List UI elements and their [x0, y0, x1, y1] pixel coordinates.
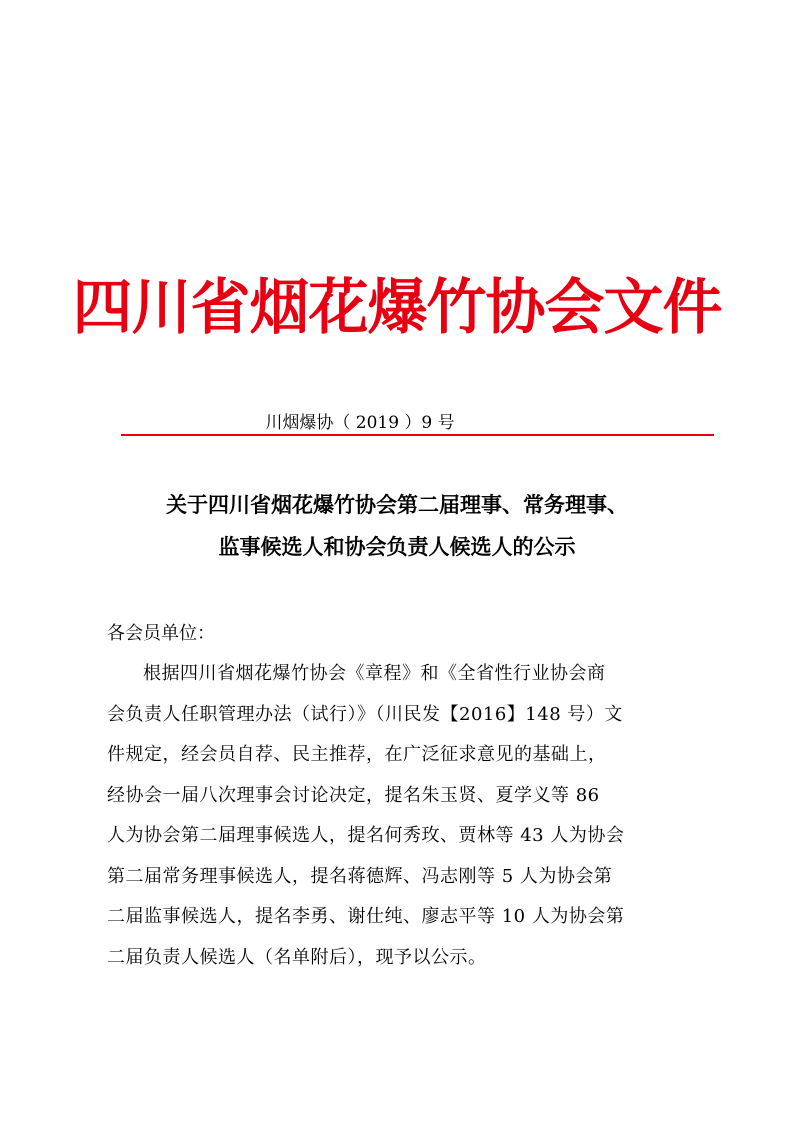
org-document-header: 四川省烟花爆竹协会文件 — [72, 273, 722, 343]
body-line: 人为协会第二届理事候选人，提名何秀玫、贾林等 43 人为协会 — [107, 825, 625, 846]
salutation: 各会员单位： — [107, 623, 215, 644]
body-line: 二届监事候选人，提名李勇、谢仕纯、廖志平等 10 人为协会第 — [107, 906, 625, 927]
red-divider-line — [121, 434, 714, 436]
body-line: 根据四川省烟花爆竹协会《章程》和《全省性行业协会商 — [143, 663, 606, 684]
body-line: 二届负责人候选人（名单附后），现予以公示。 — [107, 946, 487, 968]
notice-title — [60, 484, 734, 568]
body-line: 件规定，经会员自荐、民主推荐，在广泛征求意见的基础上， — [107, 744, 607, 765]
document-number: 川烟爆协（ 2019 ）9 号 — [265, 413, 455, 433]
notice-title-line-2: 监事候选人和协会负责人候选人的公示 — [218, 534, 576, 559]
body-line: 会负责人任职管理办法（试行）》（川民发【2016】148 号）文 — [107, 703, 623, 725]
body-line: 第二届常务理事候选人，提名蒋德辉、冯志刚等 5 人为协会第 — [107, 865, 613, 887]
body-line: 经协会一届八次理事会讨论决定，提名朱玉贤、夏学义等 86 — [107, 784, 600, 806]
body-paragraph — [107, 654, 687, 978]
notice-title-line-1: 关于四川省烟花爆竹协会第二届理事、常务理事、 — [166, 492, 628, 517]
